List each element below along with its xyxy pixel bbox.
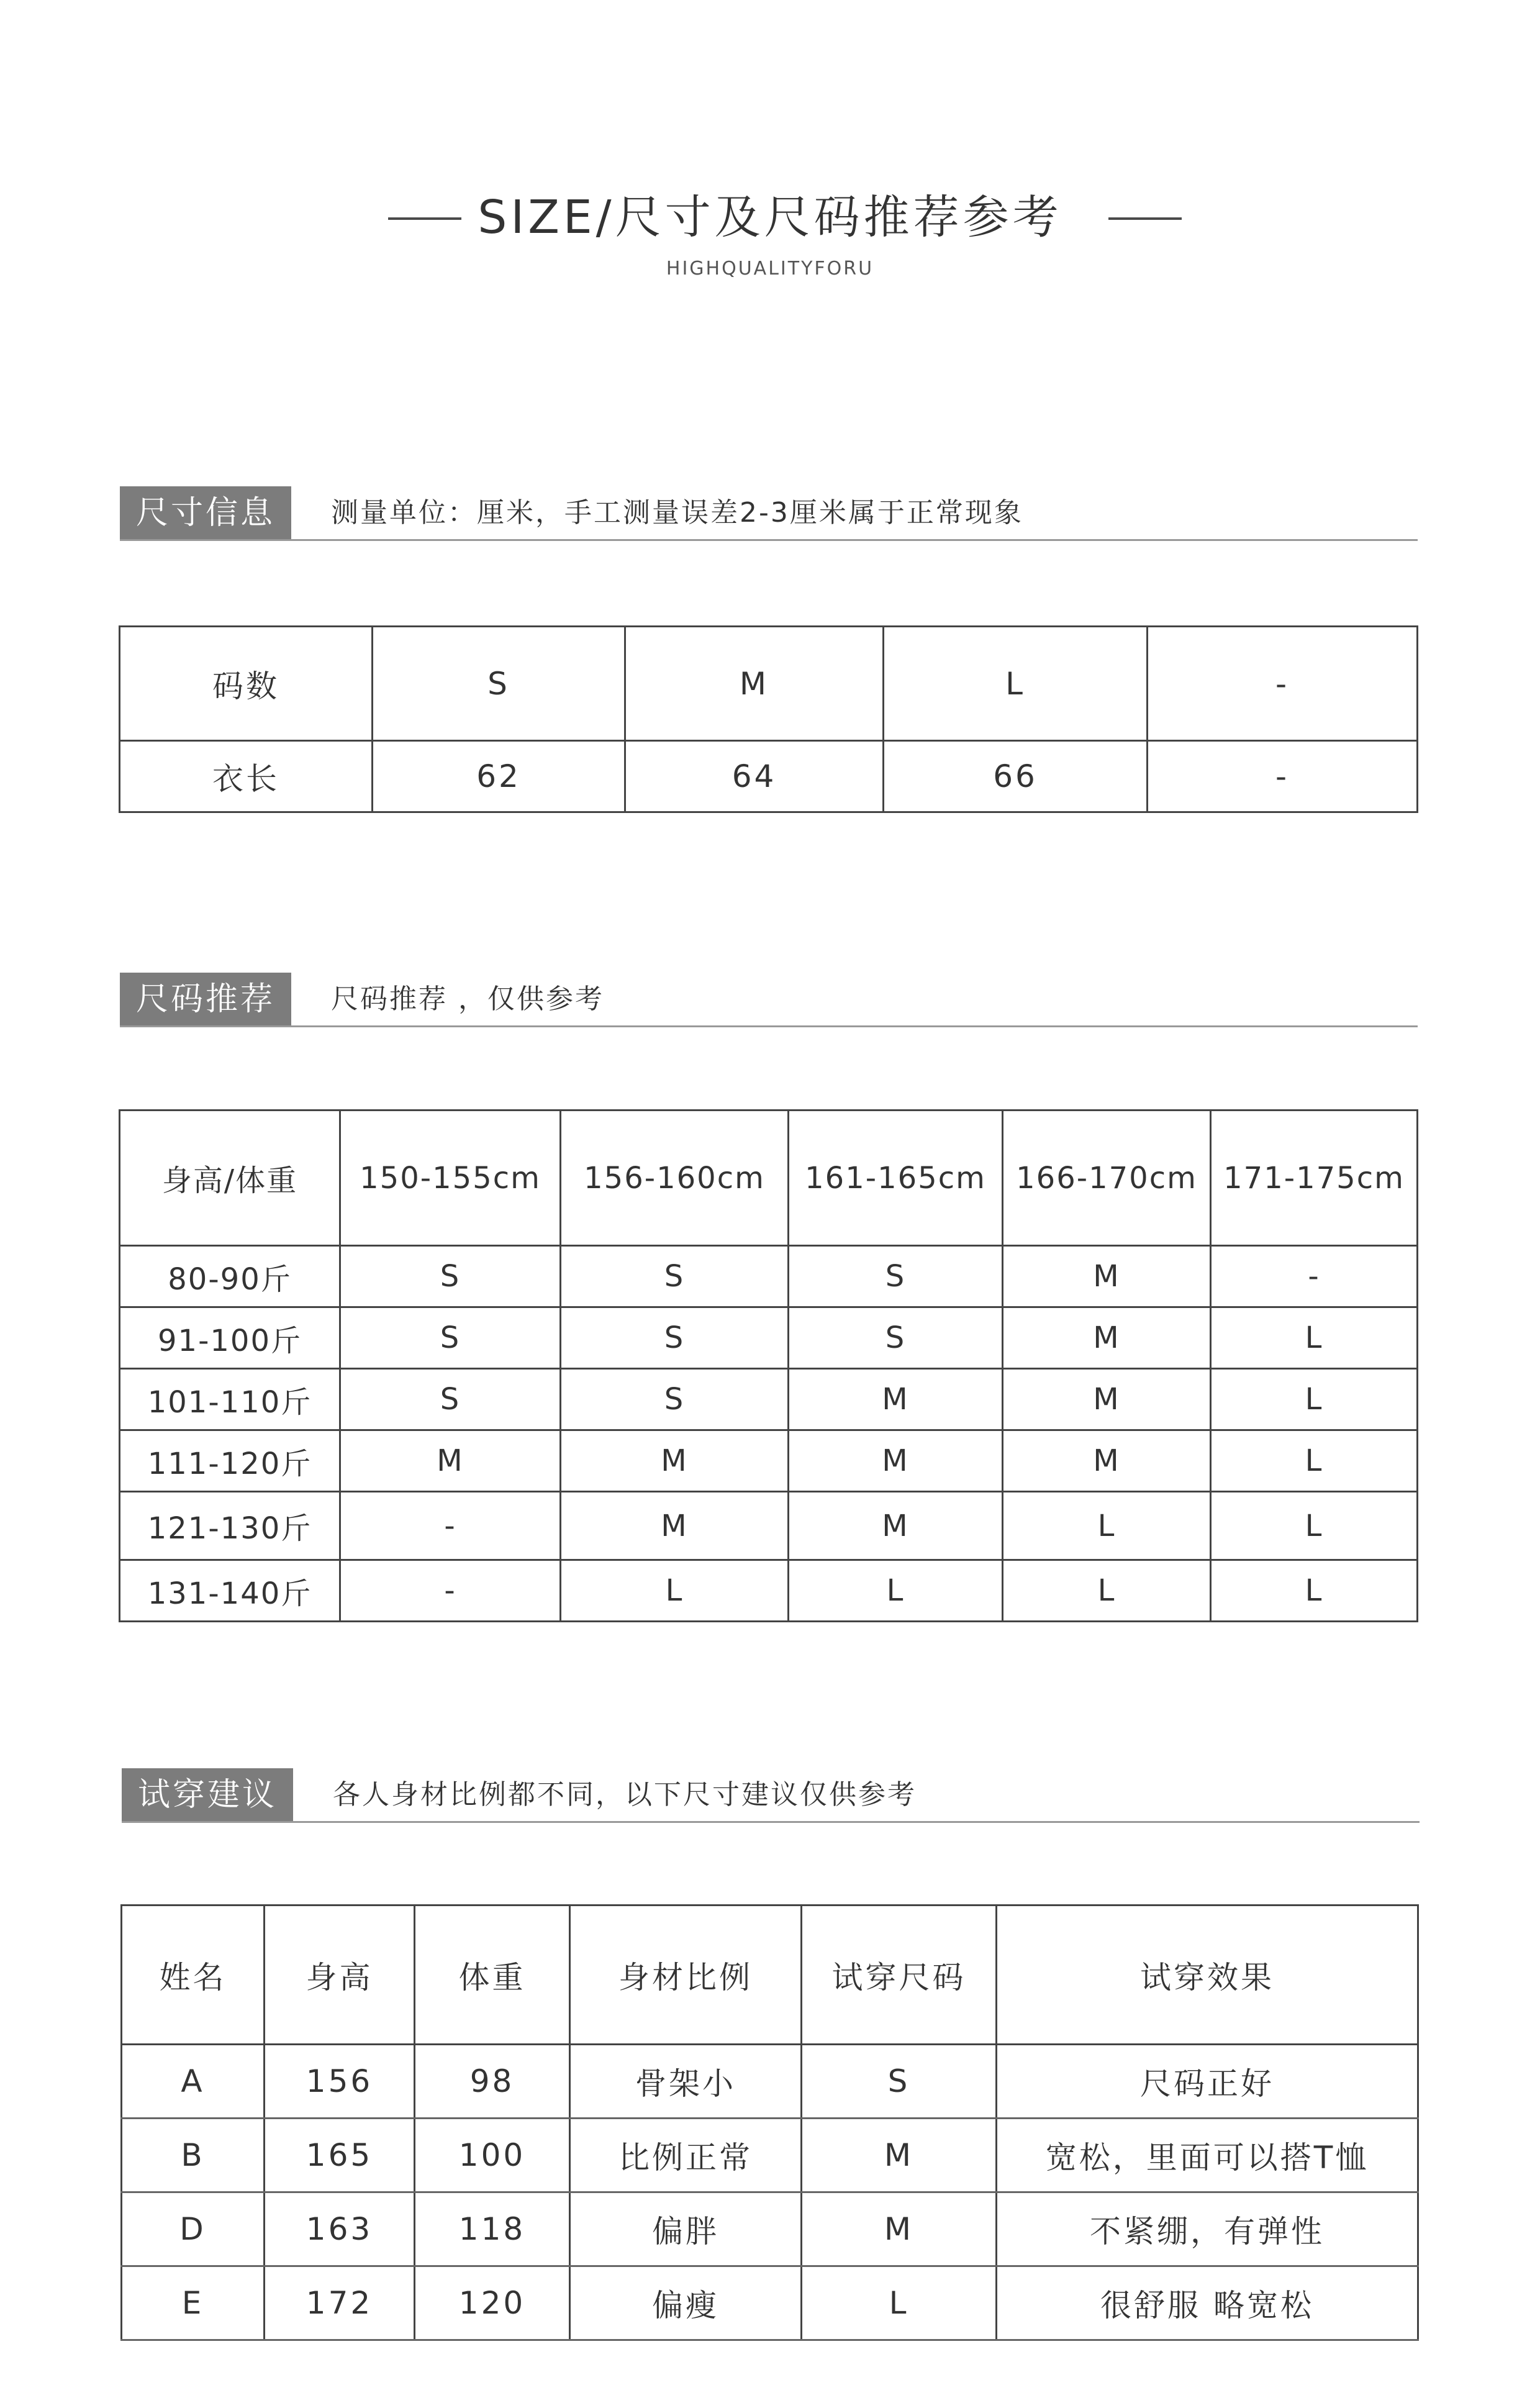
section-tryon — [122, 1768, 1420, 1823]
table-cell: 偏瘦 — [570, 2266, 802, 2340]
table-header-row — [122, 1906, 1418, 2045]
section-recommend — [120, 973, 1418, 1027]
table-cell: A — [122, 2045, 265, 2119]
section-desc: 尺码推荐 ，仅供参考 — [331, 983, 604, 1015]
table-cell: S — [340, 1246, 561, 1307]
table-cell: S — [340, 1307, 561, 1369]
table-cell: 165 — [265, 2119, 415, 2192]
table-cell: 100 — [415, 2119, 570, 2192]
table-cell: L — [561, 1560, 789, 1622]
table-cell: 很舒服 略宽松 — [997, 2266, 1418, 2340]
table-cell: 比例正常 — [570, 2119, 802, 2192]
table-cell: M — [789, 1492, 1003, 1560]
table-cell: 骨架小 — [570, 2045, 802, 2119]
table-cell: M — [1003, 1430, 1211, 1492]
table-row — [120, 1369, 1418, 1430]
table-cell: 172 — [265, 2266, 415, 2340]
table-header-cell: S — [373, 627, 625, 741]
table-row — [120, 1246, 1418, 1307]
table-row — [120, 741, 1418, 812]
table-cell: B — [122, 2119, 265, 2192]
table-header-row — [120, 1111, 1418, 1246]
table-cell: - — [1211, 1246, 1418, 1307]
table-cell: L — [789, 1560, 1003, 1622]
table-cell: M — [1003, 1369, 1211, 1430]
table-cell: L — [1003, 1492, 1211, 1560]
table-cell: M — [561, 1492, 789, 1560]
section-rule — [120, 1025, 1418, 1027]
table-cell: 62 — [373, 741, 625, 812]
table-cell: 121-130斤 — [120, 1492, 340, 1560]
table-cell: M — [789, 1430, 1003, 1492]
table-cell: 宽松，里面可以搭T恤 — [997, 2119, 1418, 2192]
table-cell: 不紧绷，有弹性 — [997, 2192, 1418, 2266]
table-cell: S — [561, 1307, 789, 1369]
table-cell: 衣长 — [120, 741, 373, 812]
table-cell: L — [1211, 1560, 1418, 1622]
table-cell: 80-90斤 — [120, 1246, 340, 1307]
table-header-cell: 体重 — [415, 1906, 570, 2045]
table-cell: 118 — [415, 2192, 570, 2266]
table-cell: S — [561, 1369, 789, 1430]
page-subtitle: HIGHQUALITYFORU — [666, 258, 874, 279]
table-cell: M — [802, 2119, 997, 2192]
section-tag: 尺寸信息 — [120, 486, 291, 540]
table-cell: S — [789, 1246, 1003, 1307]
section-desc: 测量单位：厘米，手工测量误差2-3厘米属于正常现象 — [331, 497, 1023, 529]
page-header — [0, 180, 1540, 323]
page-title: SIZE/尺寸及尺码推荐参考 — [478, 191, 1062, 244]
table-cell: L — [1003, 1560, 1211, 1622]
table-header-cell: 身高/体重 — [120, 1111, 340, 1246]
table-header-cell: M — [625, 627, 884, 741]
table-cell: L — [1211, 1430, 1418, 1492]
table-cell: M — [1003, 1307, 1211, 1369]
size-table — [119, 625, 1418, 813]
table-cell: L — [1211, 1307, 1418, 1369]
table-header-cell: 码数 — [120, 627, 373, 741]
table-cell: 尺码正好 — [997, 2045, 1418, 2119]
size-recommend-table — [119, 1109, 1418, 1622]
section-rule — [120, 539, 1418, 541]
table-header-cell: 171-175cm — [1211, 1111, 1418, 1246]
table-cell: L — [1211, 1369, 1418, 1430]
table-row — [122, 2266, 1418, 2340]
table-cell: 156 — [265, 2045, 415, 2119]
table-cell: S — [789, 1307, 1003, 1369]
table-cell: 98 — [415, 2045, 570, 2119]
table-cell: - — [340, 1560, 561, 1622]
section-tag: 试穿建议 — [122, 1768, 293, 1822]
table-header-cell: 姓名 — [122, 1906, 265, 2045]
section-size-info — [120, 486, 1418, 541]
table-cell: M — [789, 1369, 1003, 1430]
table-cell: 64 — [625, 741, 884, 812]
table-cell: 偏胖 — [570, 2192, 802, 2266]
table-cell: M — [1003, 1246, 1211, 1307]
tryon-table — [120, 1904, 1419, 2341]
table-row — [120, 1307, 1418, 1369]
table-header-cell: - — [1148, 627, 1418, 741]
table-cell: M — [340, 1430, 561, 1492]
table-row — [120, 1430, 1418, 1492]
table-cell: S — [561, 1246, 789, 1307]
table-cell: M — [561, 1430, 789, 1492]
table-header-row — [120, 627, 1418, 741]
table-cell: - — [340, 1492, 561, 1560]
section-rule — [122, 1821, 1420, 1823]
table-header-cell: 166-170cm — [1003, 1111, 1211, 1246]
table-cell: 120 — [415, 2266, 570, 2340]
table-header-cell: 身高 — [265, 1906, 415, 2045]
table-cell: 131-140斤 — [120, 1560, 340, 1622]
table-row — [122, 2192, 1418, 2266]
table-header-cell: 身材比例 — [570, 1906, 802, 2045]
table-cell: L — [1211, 1492, 1418, 1560]
table-header-cell: 试穿效果 — [997, 1906, 1418, 2045]
table-row — [122, 2045, 1418, 2119]
table-cell: D — [122, 2192, 265, 2266]
table-cell: E — [122, 2266, 265, 2340]
table-header-cell: L — [884, 627, 1148, 741]
title-rule-right — [1108, 217, 1182, 220]
table-cell: M — [802, 2192, 997, 2266]
section-tag: 尺码推荐 — [120, 973, 291, 1026]
table-cell: 91-100斤 — [120, 1307, 340, 1369]
table-row — [120, 1560, 1418, 1622]
table-cell: - — [1148, 741, 1418, 812]
table-cell: 101-110斤 — [120, 1369, 340, 1430]
table-header-cell: 150-155cm — [340, 1111, 561, 1246]
table-cell: 163 — [265, 2192, 415, 2266]
table-cell: 66 — [884, 741, 1148, 812]
table-cell: 111-120斤 — [120, 1430, 340, 1492]
table-cell: L — [802, 2266, 997, 2340]
table-cell: S — [802, 2045, 997, 2119]
table-cell: S — [340, 1369, 561, 1430]
table-row — [120, 1492, 1418, 1560]
table-header-cell: 161-165cm — [789, 1111, 1003, 1246]
table-header-cell: 156-160cm — [561, 1111, 789, 1246]
table-header-cell: 试穿尺码 — [802, 1906, 997, 2045]
table-row — [122, 2119, 1418, 2192]
section-desc: 各人身材比例都不同，以下尺寸建议仅供参考 — [333, 1779, 917, 1810]
